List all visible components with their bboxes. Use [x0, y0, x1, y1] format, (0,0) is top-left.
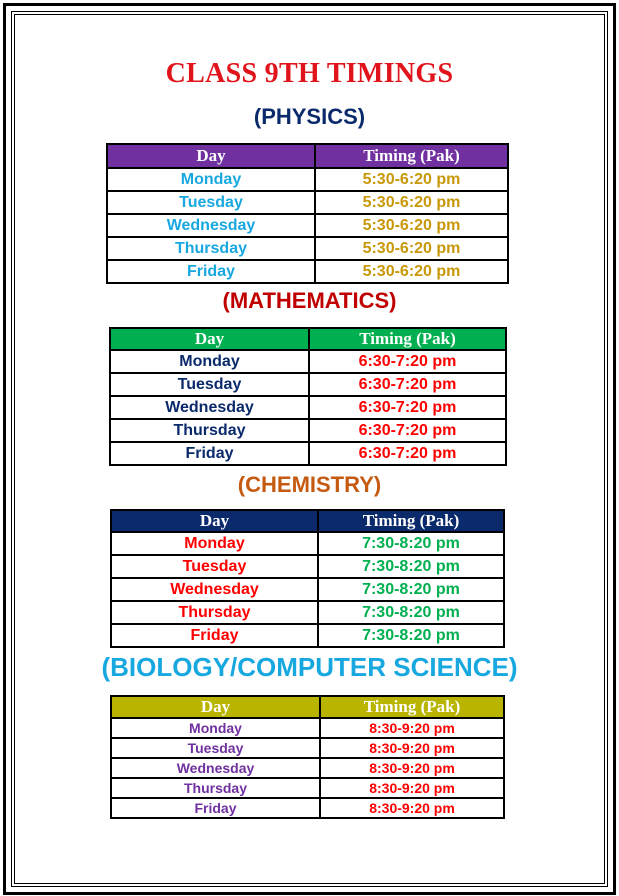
table-row	[111, 624, 504, 647]
day-cell: Monday	[110, 350, 309, 373]
day-cell: Tuesday	[110, 373, 309, 396]
column-header-day: Day	[111, 696, 320, 718]
timing-cell: 7:30-8:20 pm	[318, 578, 504, 601]
page-title: CLASS 9TH TIMINGS	[165, 58, 454, 89]
timing-cell: 8:30-9:20 pm	[320, 738, 504, 758]
day-cell: Monday	[107, 168, 315, 191]
table-header-row	[107, 144, 508, 168]
timing-cell: 7:30-8:20 pm	[318, 532, 504, 555]
biology-computer-science-table	[110, 695, 505, 819]
day-cell: Wednesday	[111, 758, 320, 778]
day-cell: Wednesday	[110, 396, 309, 419]
table-row	[107, 237, 508, 260]
day-cell: Friday	[111, 798, 320, 818]
timing-cell: 6:30-7:20 pm	[309, 350, 506, 373]
day-cell: Tuesday	[111, 555, 318, 578]
physics-table	[106, 143, 509, 284]
timing-cell: 5:30-6:20 pm	[315, 168, 508, 191]
chemistry-table	[110, 509, 505, 648]
table-row	[110, 373, 506, 396]
table-row	[107, 191, 508, 214]
table-row	[110, 396, 506, 419]
day-cell: Tuesday	[111, 738, 320, 758]
table-row	[111, 738, 504, 758]
timing-cell: 6:30-7:20 pm	[309, 396, 506, 419]
table-row	[111, 532, 504, 555]
timing-cell: 7:30-8:20 pm	[318, 624, 504, 647]
column-header-timing: Timing (Pak)	[309, 328, 506, 350]
day-cell: Thursday	[110, 419, 309, 442]
day-cell: Friday	[111, 624, 318, 647]
timing-cell: 6:30-7:20 pm	[309, 373, 506, 396]
table-row	[110, 442, 506, 465]
table-row	[111, 758, 504, 778]
table-row	[107, 168, 508, 191]
table-row	[111, 601, 504, 624]
table-row	[110, 419, 506, 442]
day-cell: Friday	[107, 260, 315, 283]
timing-cell: 5:30-6:20 pm	[315, 237, 508, 260]
day-cell: Monday	[111, 532, 318, 555]
timing-cell: 8:30-9:20 pm	[320, 798, 504, 818]
timing-cell: 5:30-6:20 pm	[315, 214, 508, 237]
table-row	[107, 260, 508, 283]
column-header-timing: Timing (Pak)	[315, 144, 508, 168]
day-cell: Thursday	[111, 601, 318, 624]
mathematics-heading: (MATHEMATICS)	[222, 288, 397, 313]
timing-cell: 7:30-8:20 pm	[318, 555, 504, 578]
timing-cell: 5:30-6:20 pm	[315, 191, 508, 214]
biology-computer-science-heading: (BIOLOGY/COMPUTER SCIENCE)	[101, 652, 518, 682]
column-header-timing: Timing (Pak)	[320, 696, 504, 718]
timing-cell: 8:30-9:20 pm	[320, 718, 504, 738]
physics-heading: (PHYSICS)	[253, 104, 366, 129]
timing-cell: 5:30-6:20 pm	[315, 260, 508, 283]
day-cell: Tuesday	[107, 191, 315, 214]
chemistry-heading: (CHEMISTRY)	[237, 472, 382, 497]
column-header-timing: Timing (Pak)	[318, 510, 504, 532]
table-header-row	[110, 328, 506, 350]
table-header-row	[111, 696, 504, 718]
mathematics-table	[109, 327, 507, 466]
column-header-day: Day	[110, 328, 309, 350]
table-row	[111, 578, 504, 601]
table-header-row	[111, 510, 504, 532]
timing-cell: 7:30-8:20 pm	[318, 601, 504, 624]
day-cell: Wednesday	[111, 578, 318, 601]
timing-cell: 6:30-7:20 pm	[309, 442, 506, 465]
timing-cell: 6:30-7:20 pm	[309, 419, 506, 442]
day-cell: Thursday	[111, 778, 320, 798]
day-cell: Monday	[111, 718, 320, 738]
timing-cell: 8:30-9:20 pm	[320, 778, 504, 798]
table-row	[110, 350, 506, 373]
column-header-day: Day	[107, 144, 315, 168]
table-row	[111, 555, 504, 578]
table-row	[111, 718, 504, 738]
day-cell: Friday	[110, 442, 309, 465]
table-row	[107, 214, 508, 237]
day-cell: Wednesday	[107, 214, 315, 237]
timing-cell: 8:30-9:20 pm	[320, 758, 504, 778]
day-cell: Thursday	[107, 237, 315, 260]
column-header-day: Day	[111, 510, 318, 532]
table-row	[111, 778, 504, 798]
table-row	[111, 798, 504, 818]
